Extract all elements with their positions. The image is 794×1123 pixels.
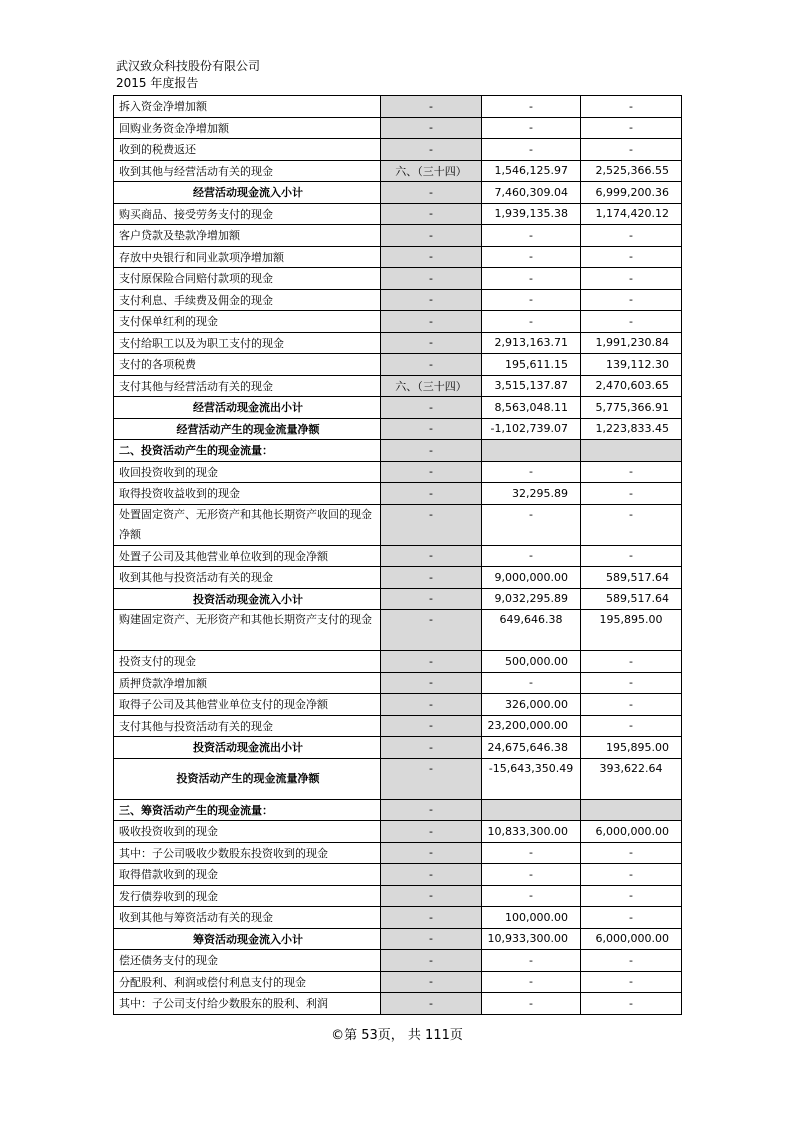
prior-period-value: 195,895.00 [581, 737, 682, 759]
item-label: 支付给职工以及为职工支付的现金 [114, 332, 381, 354]
subtotal-row [114, 182, 682, 204]
table-row [114, 504, 682, 545]
current-period-value: -15,643,350.49 [482, 758, 581, 799]
item-label: 经营活动产生的现金流量净额 [114, 418, 381, 440]
item-label: 回购业务资金净增加额 [114, 117, 381, 139]
note-cell: - [381, 225, 482, 247]
note-cell: - [381, 651, 482, 673]
note-cell: - [381, 354, 482, 376]
note-cell: - [381, 440, 482, 462]
table-row [114, 461, 682, 483]
prior-period-value: 2,470,603.65 [581, 375, 682, 397]
current-period-value: - [482, 268, 581, 290]
company-name: 武汉致众科技股份有限公司 [116, 59, 261, 73]
table-row [114, 610, 682, 651]
item-label: 支付的各项税费 [114, 354, 381, 376]
note-cell: - [381, 715, 482, 737]
subtotal-row [114, 928, 682, 950]
table-row [114, 993, 682, 1015]
note-cell: - [381, 907, 482, 929]
prior-period-value [581, 799, 682, 821]
table-row [114, 246, 682, 268]
table-row [114, 268, 682, 290]
current-period-value [482, 799, 581, 821]
current-period-value: 10,933,300.00 [482, 928, 581, 950]
table-row [114, 203, 682, 225]
note-cell: - [381, 885, 482, 907]
note-cell: - [381, 96, 482, 118]
table-row [114, 225, 682, 247]
prior-period-value: - [581, 864, 682, 886]
prior-period-value: 589,517.64 [581, 588, 682, 610]
item-label: 分配股利、利润或偿付利息支付的现金 [114, 971, 381, 993]
prior-period-value: - [581, 842, 682, 864]
table-row [114, 483, 682, 505]
item-label: 取得借款收到的现金 [114, 864, 381, 886]
prior-period-value: - [581, 117, 682, 139]
current-period-value: 326,000.00 [482, 694, 581, 716]
prior-period-value: - [581, 971, 682, 993]
note-cell: - [381, 758, 482, 799]
note-cell: - [381, 864, 482, 886]
note-cell: - [381, 610, 482, 651]
item-label: 拆入资金净增加额 [114, 96, 381, 118]
item-label: 收回投资收到的现金 [114, 461, 381, 483]
section-header-row [114, 440, 682, 462]
current-period-value: - [482, 672, 581, 694]
prior-period-value: 5,775,366.91 [581, 397, 682, 419]
current-period-value: - [482, 225, 581, 247]
note-cell: - [381, 504, 482, 545]
item-label: 收到的税费返还 [114, 139, 381, 161]
table-row [114, 375, 682, 397]
table-row [114, 139, 682, 161]
prior-period-value: - [581, 993, 682, 1015]
table-row [114, 971, 682, 993]
table-row [114, 117, 682, 139]
current-period-value: 24,675,646.38 [482, 737, 581, 759]
note-cell: - [381, 289, 482, 311]
prior-period-value: 1,223,833.45 [581, 418, 682, 440]
note-cell: - [381, 483, 482, 505]
item-label: 经营活动现金流入小计 [114, 182, 381, 204]
table-row [114, 160, 682, 182]
table-row [114, 907, 682, 929]
item-label: 购买商品、接受劳务支付的现金 [114, 203, 381, 225]
prior-period-value: - [581, 907, 682, 929]
note-cell: - [381, 567, 482, 589]
prior-period-value: - [581, 694, 682, 716]
table-row [114, 332, 682, 354]
item-label: 其中：子公司支付给少数股东的股利、利润 [114, 993, 381, 1015]
item-label: 取得投资收益收到的现金 [114, 483, 381, 505]
item-label: 质押贷款净增加额 [114, 672, 381, 694]
current-period-value: 8,563,048.11 [482, 397, 581, 419]
item-label: 投资活动产生的现金流量净额 [114, 758, 381, 799]
note-cell: - [381, 139, 482, 161]
item-label: 购建固定资产、无形资产和其他长期资产支付的现金 [114, 610, 381, 651]
prior-period-value: - [581, 545, 682, 567]
table-row [114, 864, 682, 886]
current-period-value: - [482, 864, 581, 886]
note-cell: - [381, 461, 482, 483]
current-period-value: 23,200,000.00 [482, 715, 581, 737]
item-label: 收到其他与投资活动有关的现金 [114, 567, 381, 589]
prior-period-value: - [581, 311, 682, 333]
section-title: 三、筹资活动产生的现金流量： [114, 799, 381, 821]
table-row [114, 311, 682, 333]
item-label: 支付原保险合同赔付款项的现金 [114, 268, 381, 290]
item-label: 取得子公司及其他营业单位支付的现金净额 [114, 694, 381, 716]
subtotal-row [114, 418, 682, 440]
table-row [114, 842, 682, 864]
prior-period-value: 393,622.64 [581, 758, 682, 799]
current-period-value: 9,000,000.00 [482, 567, 581, 589]
section-header-row [114, 799, 682, 821]
current-period-value: - [482, 246, 581, 268]
prior-period-value: 1,174,420.12 [581, 203, 682, 225]
note-cell: - [381, 842, 482, 864]
current-period-value: 10,833,300.00 [482, 821, 581, 843]
note-cell: - [381, 694, 482, 716]
prior-period-value: 2,525,366.55 [581, 160, 682, 182]
prior-period-value: - [581, 139, 682, 161]
item-label: 投资支付的现金 [114, 651, 381, 673]
item-label: 发行债券收到的现金 [114, 885, 381, 907]
current-period-value: - [482, 311, 581, 333]
item-label: 筹资活动现金流入小计 [114, 928, 381, 950]
current-period-value: 1,546,125.97 [482, 160, 581, 182]
note-cell: - [381, 737, 482, 759]
current-period-value: - [482, 885, 581, 907]
current-period-value: - [482, 461, 581, 483]
report-header [116, 58, 260, 92]
subtotal-row [114, 737, 682, 759]
current-period-value: 500,000.00 [482, 651, 581, 673]
cash-flow-table [113, 95, 682, 1015]
item-label: 投资活动现金流入小计 [114, 588, 381, 610]
prior-period-value [581, 440, 682, 462]
note-cell: - [381, 928, 482, 950]
prior-period-value: - [581, 246, 682, 268]
item-label: 吸收投资收到的现金 [114, 821, 381, 843]
item-label: 收到其他与筹资活动有关的现金 [114, 907, 381, 929]
prior-period-value: 139,112.30 [581, 354, 682, 376]
prior-period-value: - [581, 651, 682, 673]
note-cell: - [381, 203, 482, 225]
item-label: 收到其他与经营活动有关的现金 [114, 160, 381, 182]
table-row [114, 950, 682, 972]
prior-period-value: - [581, 885, 682, 907]
note-cell: - [381, 821, 482, 843]
prior-period-value: 6,000,000.00 [581, 821, 682, 843]
table-row [114, 354, 682, 376]
table-row [114, 96, 682, 118]
prior-period-value: - [581, 225, 682, 247]
item-label: 客户贷款及垫款净增加额 [114, 225, 381, 247]
item-label: 偿还债务支付的现金 [114, 950, 381, 972]
current-period-value: 1,939,135.38 [482, 203, 581, 225]
note-cell: - [381, 117, 482, 139]
prior-period-value: - [581, 950, 682, 972]
current-period-value [482, 440, 581, 462]
current-period-value: 195,611.15 [482, 354, 581, 376]
prior-period-value: - [581, 504, 682, 545]
subtotal-row [114, 758, 682, 799]
item-label: 支付其他与投资活动有关的现金 [114, 715, 381, 737]
note-cell: - [381, 672, 482, 694]
report-title: 2015 年度报告 [116, 76, 199, 90]
table-row [114, 651, 682, 673]
current-period-value: - [482, 96, 581, 118]
note-cell: - [381, 545, 482, 567]
table-row [114, 545, 682, 567]
table-row [114, 672, 682, 694]
prior-period-value: 589,517.64 [581, 567, 682, 589]
current-period-value: 3,515,137.87 [482, 375, 581, 397]
prior-period-value: - [581, 268, 682, 290]
note-cell: - [381, 246, 482, 268]
prior-period-value: - [581, 461, 682, 483]
current-period-value: - [482, 117, 581, 139]
prior-period-value: 195,895.00 [581, 610, 682, 651]
item-label: 支付利息、手续费及佣金的现金 [114, 289, 381, 311]
current-period-value: 7,460,309.04 [482, 182, 581, 204]
section-title: 二、投资活动产生的现金流量： [114, 440, 381, 462]
subtotal-row [114, 588, 682, 610]
prior-period-value: - [581, 96, 682, 118]
note-cell: - [381, 397, 482, 419]
current-period-value: - [482, 545, 581, 567]
table-row [114, 289, 682, 311]
item-label: 存放中央银行和同业款项净增加额 [114, 246, 381, 268]
prior-period-value: 1,991,230.84 [581, 332, 682, 354]
note-cell: - [381, 588, 482, 610]
note-cell: - [381, 182, 482, 204]
note-cell: - [381, 950, 482, 972]
current-period-value: - [482, 993, 581, 1015]
current-period-value: 100,000.00 [482, 907, 581, 929]
item-label: 支付保单红利的现金 [114, 311, 381, 333]
current-period-value: - [482, 842, 581, 864]
note-cell: 六、（三十四） [381, 375, 482, 397]
current-period-value: 2,913,163.71 [482, 332, 581, 354]
table-row [114, 715, 682, 737]
current-period-value: 32,295.89 [482, 483, 581, 505]
current-period-value: - [482, 139, 581, 161]
item-label: 投资活动现金流出小计 [114, 737, 381, 759]
note-cell: - [381, 268, 482, 290]
note-cell: - [381, 418, 482, 440]
note-cell: - [381, 332, 482, 354]
prior-period-value: - [581, 483, 682, 505]
table-row [114, 694, 682, 716]
item-label: 经营活动现金流出小计 [114, 397, 381, 419]
current-period-value: -1,102,739.07 [482, 418, 581, 440]
table-row [114, 567, 682, 589]
table-row [114, 885, 682, 907]
note-cell: 六、（三十四） [381, 160, 482, 182]
current-period-value: - [482, 289, 581, 311]
item-label: 支付其他与经营活动有关的现金 [114, 375, 381, 397]
note-cell: - [381, 311, 482, 333]
table-row [114, 821, 682, 843]
cash-flow-table-body [114, 96, 682, 1015]
current-period-value: - [482, 971, 581, 993]
subtotal-row [114, 397, 682, 419]
prior-period-value: 6,999,200.36 [581, 182, 682, 204]
item-label: 处置固定资产、无形资产和其他长期资产收回的现金净额 [114, 504, 381, 545]
item-label: 其中：子公司吸收少数股东投资收到的现金 [114, 842, 381, 864]
current-period-value: 649,646.38 [482, 610, 581, 651]
note-cell: - [381, 799, 482, 821]
prior-period-value: - [581, 715, 682, 737]
current-period-value: - [482, 504, 581, 545]
prior-period-value: 6,000,000.00 [581, 928, 682, 950]
item-label: 处置子公司及其他营业单位收到的现金净额 [114, 545, 381, 567]
note-cell: - [381, 971, 482, 993]
page-footer: ©第 53页， 共 111页 [331, 1028, 463, 1043]
current-period-value: - [482, 950, 581, 972]
prior-period-value: - [581, 672, 682, 694]
prior-period-value: - [581, 289, 682, 311]
note-cell: - [381, 993, 482, 1015]
current-period-value: 9,032,295.89 [482, 588, 581, 610]
